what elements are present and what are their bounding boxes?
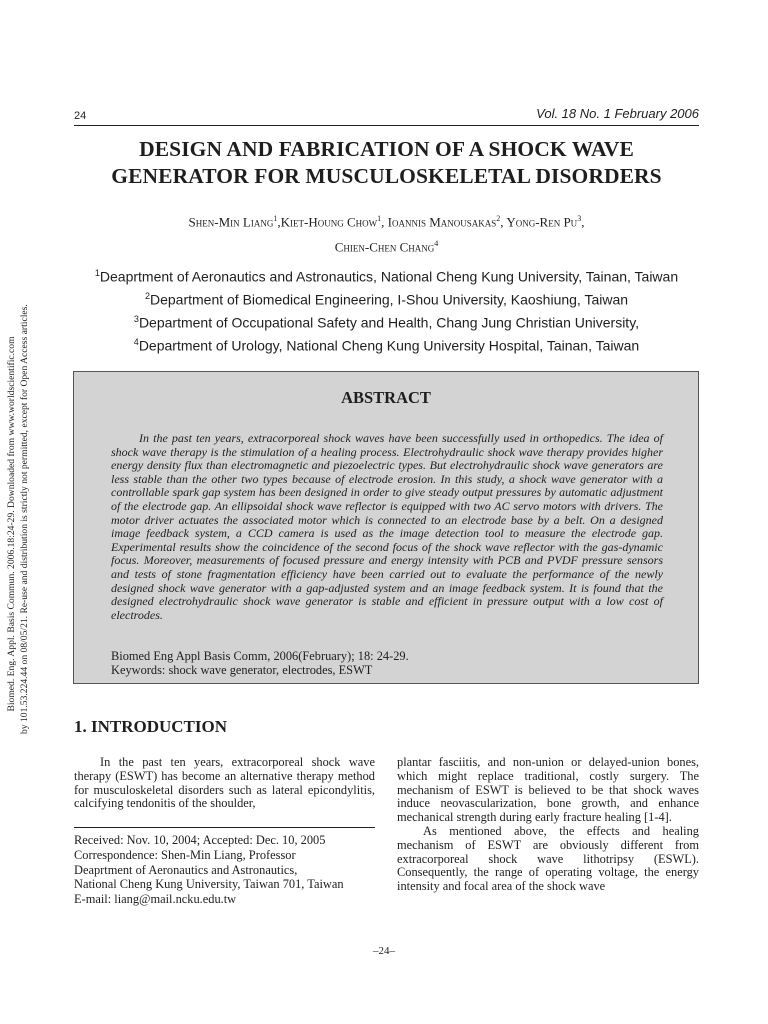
watermark-line-2: by 101.53.224.44 on 08/05/21. Re-use and distribution is strictly not permitted, except for Open Access articles. [19,304,30,734]
affiliation-item [74,264,699,287]
affiliation-text: Deaprtment of Aeronautics and Astronautics, National Cheng Kung University, Tainan, Taiwan [99,268,679,285]
author-name: Yong-Ren Pu [506,214,578,230]
footnote [74,833,394,907]
footnote-university: National Cheng Kung University, Taiwan 701, Taiwan [74,877,344,892]
section-heading: 1. INTRODUCTION [74,717,228,736]
page-footer-number: –24– [373,945,395,957]
affiliation-mark: 4 [133,337,139,348]
affiliation-text: Department of Urology, National Cheng Kung University Hospital, Tainan, Taiwan [138,338,640,355]
author-separator: , [277,214,281,230]
author-separator: , [581,214,585,230]
author-line-2 [74,233,699,258]
footnote-received: Received: Nov. 10, 2004; Accepted: Dec. 10, 2005 [74,833,326,847]
affiliation-mark: 1 [94,268,100,278]
author-affil-mark: 2 [496,214,501,223]
paper-title [74,136,699,190]
author-name: Ioannis Manousakas [387,214,497,230]
body-left-column: In the past ten years, extracorporeal shock wave therapy (ESWT) has become an alternative therapy method for musculoskeletal disorders such as lateral epicondylitis, calcifying tendonitis of the shoulder, [74,755,375,811]
footnote-correspondence: Correspondence: Shen-Min Liang, Professor [74,847,296,862]
author-affil-mark: 1 [377,214,382,223]
title-line-2: GENERATOR FOR MUSCULOSKELETAL DISORDERS [111,164,662,188]
affiliation-list [74,264,699,357]
title-line-1: DESIGN AND FABRICATION OF A SHOCK WAVE [139,137,634,161]
affiliation-item [74,310,699,333]
watermark-line-1: Biomed. Eng. Appl. Basis Commun. 2006.18:24-29. Downloaded from www.worldscientific.com [6,336,17,712]
author-affil-mark: 1 [273,214,278,223]
page-number: 24 [74,110,87,122]
author-list [74,208,699,259]
abstract-text: In the past ten years, extracorporeal shock waves have been successfully used in orthopedics. The idea of shock wave therapy is the stimulation of a healing process. Electrohydraulic shock wave therapy provides higher energy density flux than electromagnetic and piezoelectric types. But electrohydraulic shock wave generators are less stable than the other two types because of electrode erosion. In this study, a shock wave generator with a controllable spark gap system has been designed in order to give steady output pressures by automatic adjustment of the electrode gap. An ellipsoidal shock wave reflector is equipped with two AC servo motors with drivers. The motor driver actuates the associated motor which is connected to an electrode base by a belt. On a designed image feedback system, a CCD camera is used as the image detection tool to measure the electrode gap. Experimental results show the coincidence of the second focus of the shock wave reflector with the gas-dynamic focus. Moreover, measurements of focused pressure and energy intensity with PCB and PVDF pressure sensors and tests of stone fragmentation efficiency have been carried out to evaluate the performance of the newly designed shock wave generator with a gap-adjusted system and an image feedback system. It is found that the designed electrohydraulic shock wave generator is stable and efficient in pressure output with a low cost of electrodes. [111,431,663,622]
author-affil-mark: 4 [434,239,439,249]
affiliation-item [74,287,699,310]
body-paragraph: plantar fasciitis, and non-union or delayed-union bones, which might replace traditional, costly surgery. The mechanism of ESWT is believed to be that shock waves induce neovascularization, bone growth, and enhance mechanical strength during early fracture healing [1-4]. [397,755,699,825]
body-paragraph: As mentioned above, the effects and healing mechanism of ESWT are obviously different from extracorporeal shock wave lithotripsy (ESWL). Consequently, the range of operating voltage, the energy intensity and focal area of the shock wave [397,823,699,894]
footnote-department: Deaprtment of Aeronautics and Astronautics, [74,862,298,877]
author-name: Kiet-Houng Chow [280,214,378,230]
affiliation-mark: 3 [133,314,139,325]
download-watermark [5,304,35,734]
affiliation-text: Department of Biomedical Engineering, I-Shou University, Kaoshiung, Taiwan [149,291,629,308]
abstract-heading: ABSTRACT [341,388,431,407]
header-rule [74,125,699,126]
running-header [74,106,699,124]
author-name: Chien-Chen Chang [334,239,435,255]
abstract-citation-block [111,649,663,677]
body-right-column [397,756,699,894]
author-separator: , [500,214,507,230]
affiliation-text: Department of Occupational Safety and Health, Chang Jung Christian University, [138,314,640,331]
abstract-keywords: Keywords: shock wave generator, electrodes, ESWT [111,663,373,677]
abstract-box [73,371,699,684]
author-name: Shen-Min Liang [188,214,274,230]
affiliation-mark: 2 [144,291,150,302]
affiliation-item [74,333,699,356]
journal-volume: Vol. 18 No. 1 February 2006 [536,106,699,121]
footnote-email: E-mail: liang@mail.ncku.edu.tw [74,892,237,907]
author-separator: , [381,214,388,230]
author-affil-mark: 3 [577,214,582,223]
author-line-1 [74,208,699,233]
footnote-rule [74,827,375,828]
abstract-citation: Biomed Eng Appl Basis Comm, 2006(February); 18: 24-29. [111,649,409,663]
